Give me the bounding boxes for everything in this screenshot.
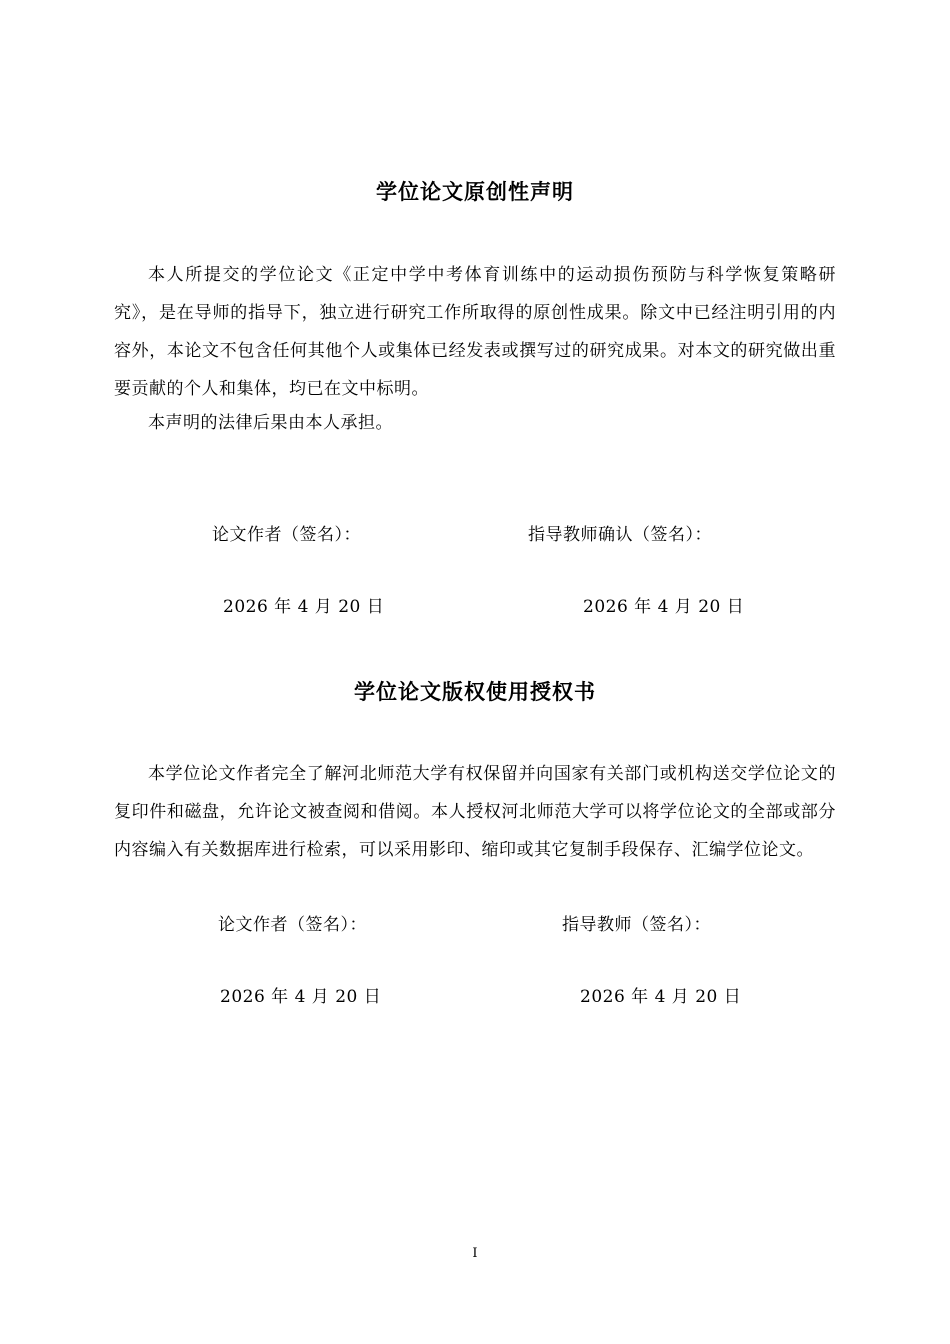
copyright-author-signature-label: 论文作者（签名）： [218,915,367,935]
advisor-sign-date: 2026 年 4 月 20 日 [583,597,745,617]
copyright-title: 学位论文版权使用授权书 [354,680,596,704]
copyright-author-date: 2026 年 4 月 20 日 [220,987,382,1007]
originality-title: 学位论文原创性声明 [376,180,574,204]
author-sign-date: 2026 年 4 月 20 日 [223,597,385,617]
copyright-advisor-signature-label: 指导教师（签名）： [562,915,711,935]
copyright-paragraph: 本学位论文作者完全了解河北师范大学有权保留并向国家有关部门或机构送交学位论文的复印件和磁盘，允许论文被查阅和借阅。本人授权河北师范大学可以将学位论文的全部或部分内容编入有关数据库进行检索，可以采用影印、缩印或其它复制手段保存、汇编学位论文。 [114,764,836,860]
copyright-advisor-date: 2026 年 4 月 20 日 [580,987,742,1007]
author-signature-label: 论文作者（签名）： [212,525,361,545]
originality-paragraph: 本人所提交的学位论文《正定中学中考体育训练中的运动损伤预防与科学恢复策略研究》，是在导师的指导下，独立进行研究工作所取得的原创性成果。除文中已经注明引用的内容外，本论文不包含任何其他个人或集体已经发表或撰写过的研究成果。对本文的研究做出重要贡献的个人和集体，均已在文中标明。 [114,265,836,399]
advisor-confirm-signature-label: 指导教师确认（签名）： [528,525,712,545]
page-number: I [472,1246,478,1261]
legal-statement: 本声明的法律后果由本人承担。 [148,413,393,433]
